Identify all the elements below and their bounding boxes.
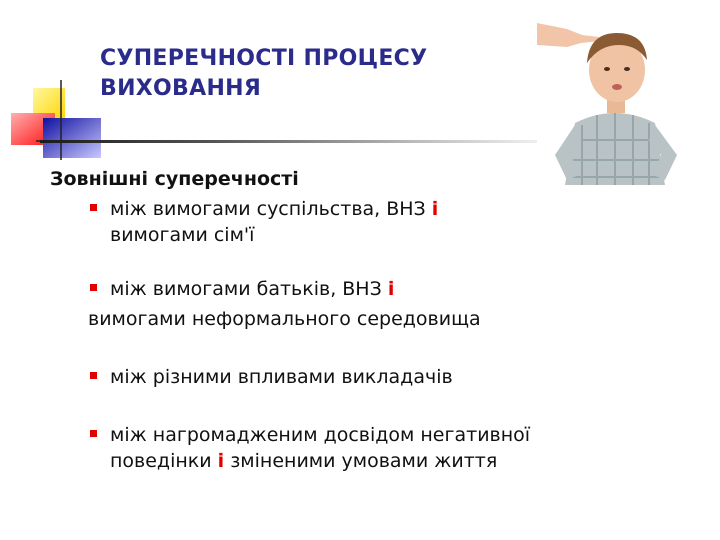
bullet-3 — [90, 372, 97, 379]
item-2-conj: і — [387, 278, 395, 300]
bullet-2 — [90, 284, 97, 291]
subheading: Зовнішні суперечності — [50, 168, 299, 190]
title-line-2: ВИХОВАННЯ — [100, 76, 262, 101]
title-line-1: СУПЕРЕЧНОСТІ ПРОЦЕСУ — [100, 46, 428, 71]
title-divider — [40, 140, 540, 143]
list-item-3: між різними впливами викладачів — [110, 366, 453, 388]
item-4-text-a: між нагромадженим досвідом негативної — [110, 424, 531, 446]
item-1-conj: і — [431, 198, 439, 220]
item-2-text-a: між вимогами батьків, ВНЗ — [110, 278, 388, 300]
item-1-text-b: вимогами сім'ї — [110, 224, 255, 246]
bullet-1 — [90, 204, 97, 211]
item-4-text-b2: зміненими умовами життя — [224, 450, 498, 472]
item-1-text-a: між вимогами суспільства, ВНЗ — [110, 198, 432, 220]
item-4-conj: і — [217, 450, 225, 472]
bullet-4 — [90, 430, 97, 437]
page-title — [100, 44, 520, 104]
item-4-text-b1: поведінки — [110, 450, 218, 472]
decor-squares — [8, 80, 108, 165]
list-item-2 — [110, 276, 394, 302]
boy-photo — [537, 15, 693, 185]
list-item-4 — [110, 422, 530, 474]
item-2-text-b: вимогами неформального середовища — [88, 308, 481, 330]
list-item-1 — [110, 196, 438, 248]
